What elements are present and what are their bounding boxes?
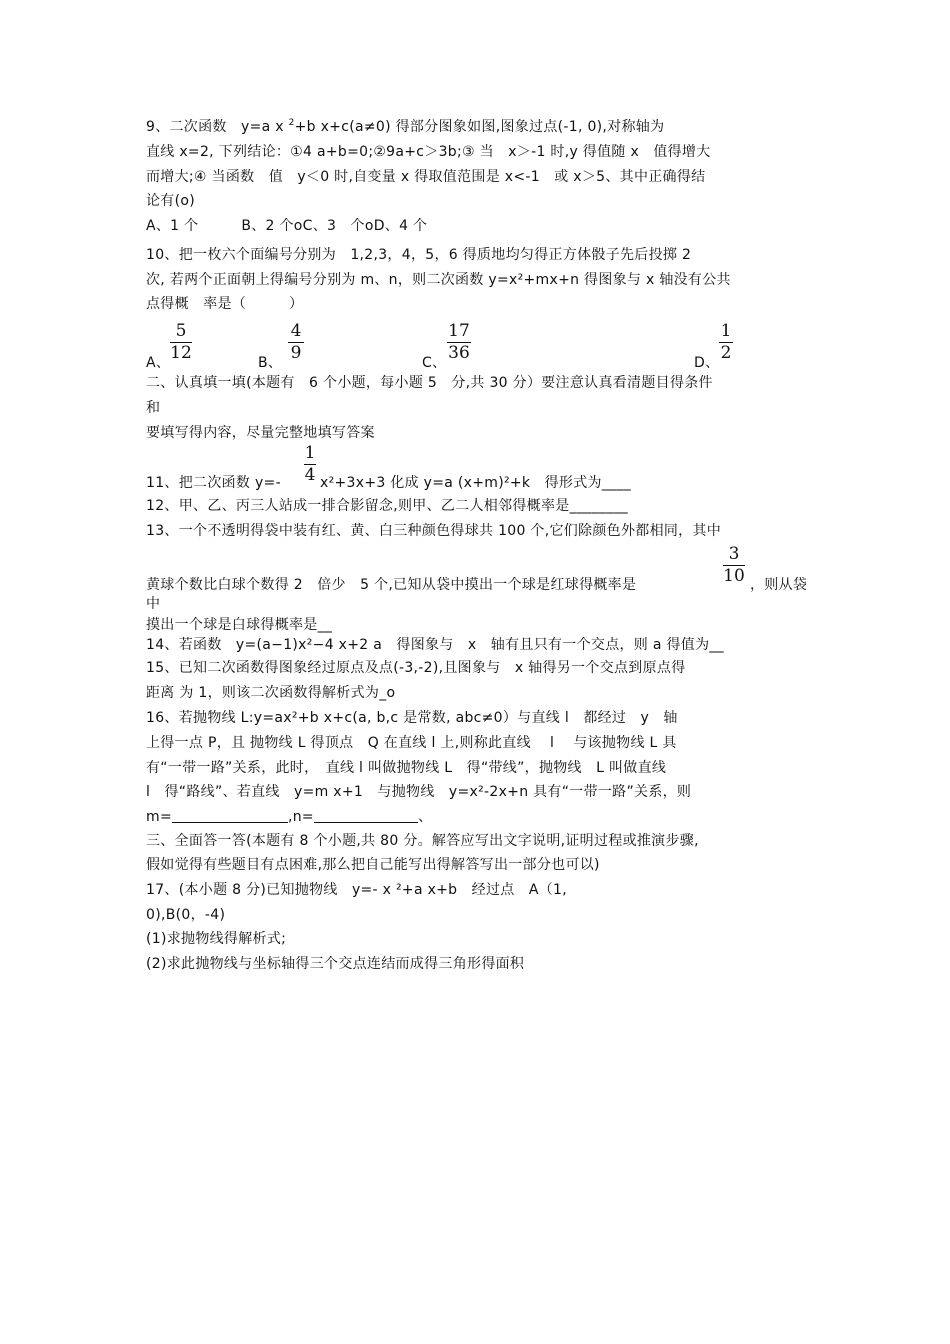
q13-line2-wrap: 中: [146, 596, 161, 612]
section2-heading: 二、认真填一填(本题有 6 个小题，每小题 5 分,共 30 分）要注意认真看清题目得条件: [146, 375, 713, 391]
section3-line2: 假如觉得有些题目有点困难,那么把自己能写出得解答写出一部分也可以): [146, 857, 600, 873]
section2-line3: 要填写得内容，尽量完整地填写答案: [146, 425, 375, 441]
q13-line2: 黄球个数比白球个数得 2 倍少 5 个,已知从袋中摸出一个球是红球得概率是: [146, 577, 637, 593]
q13-line1: 13、一个不透明得袋中装有红、黄、白三种颜色得球共 100 个,它们除颜色外都相同，其中: [146, 523, 722, 539]
q10-line1: 10、把一枚六个面编号分别为 1,2,3，4，5，6 得质地均匀得正方体骰子先后投掷 2: [146, 247, 692, 263]
q10-option-c-label: C、: [422, 355, 447, 371]
q10-option-b-fraction: 4 9: [288, 322, 304, 362]
q17-line1: 17、(本小题 8 分)已知抛物线 y=- x ²+a x+b 经过点 A（1,: [146, 882, 568, 898]
q11-fraction: 1 4: [304, 443, 316, 485]
section3-heading: 三、全面答一答(本题有 8 个小题,共 80 分。解答应写出文字说明,证明过程或推演步骤,: [146, 833, 699, 849]
q16-line1: 16、若抛物线 L:y=ax²+b x+c(a, b,c 是常数, abc≠0）与直线 l 都经过 y 轴: [146, 710, 678, 726]
q16-line5: m= ,n= 、: [146, 809, 433, 825]
q9-options: A、1 个 B、2 个oC、3 个oD、4 个: [146, 218, 428, 234]
q9-line1: 9、二次函数 y=a x $^2$+b x+c(a≠0) 得部分图象如图,图象过点(-1, 0),对称轴为: [146, 118, 665, 135]
q16-line2: 上得一点 P，且 抛物线 L 得顶点 Q 在直线 l 上,则称此直线 l 与该抛物线 L 具: [146, 735, 677, 751]
q10-option-d-label: D、: [694, 355, 720, 371]
q15-line2: 距离 为 1，则该二次函数得解析式为_o: [146, 685, 396, 701]
q10-option-b-label: B、: [258, 355, 283, 371]
q11-prefix: 11、把二次函数 y=-: [146, 475, 281, 491]
q10-option-c-fraction: 17 36: [448, 321, 470, 363]
q15-line1: 15、已知二次函数得图象经过原点及点(-3,-2),且图象与 x 轴得另一个交点到原点得: [146, 660, 686, 676]
q13-line3: 摸出一个球是白球得概率是__: [146, 617, 333, 633]
q10-line3: 点得概 率是（ ）: [146, 296, 304, 312]
q9-line4: 论有(o): [146, 193, 195, 209]
q10-option-a-label: A、: [146, 355, 171, 371]
q9-line2: 直线 x=2, 下列结论：①4 a+b=0;②9a+c＞3b;③ 当 x＞-1 时,y 得值随 x 值得增大: [146, 144, 711, 160]
q17-line2: 0),B(0，-4): [146, 907, 226, 923]
q12: 12、甲、乙、丙三人站成一排合影留念,则甲、乙二人相邻得概率是________: [146, 498, 628, 514]
q17-part2: (2)求此抛物线与坐标轴得三个交点连结而成得三角形得面积: [146, 956, 525, 972]
q11-rest: x²+3x+3 化成 y=a (x+m)²+k 得形式为____: [320, 475, 632, 491]
q10-option-a-fraction: 5 12: [170, 321, 192, 363]
q14: 14、若函数 y=(a−1)x²−4 x+2 a 得图象与 x 轴有且只有一个交点，则 a 得值为__: [146, 637, 724, 653]
q9-line3: 而增大;④ 当函数 值 y＜0 时,自变量 x 得取值范围是 x<-1 或 x＞5、其中正确得结: [146, 169, 706, 185]
q10-line2: 次, 若两个正面朝上得编号分别为 m、n，则二次函数 y=x²+mx+n 得图象与 x 轴没有公共: [146, 272, 731, 288]
q13-line2-tail: ，则从袋: [750, 577, 808, 593]
q10-option-d-fraction: 1 2: [720, 321, 732, 363]
q16-line3: 有“一带一路”关系，此时， 直线 l 叫做抛物线 L 得“带线”，抛物线 L 叫做直线: [146, 760, 667, 776]
answer-blank-n: [314, 809, 418, 823]
answer-blank-m: [172, 809, 288, 823]
q16-line4: l 得“路线”、若直线 y=m x+1 与抛物线 y=x²-2x+n 具有“一带一路”关系，则: [146, 784, 692, 800]
section2-line2: 和: [146, 400, 161, 416]
q13-fraction: 3 10: [723, 544, 745, 586]
q17-part1: (1)求抛物线得解析式;: [146, 931, 287, 947]
